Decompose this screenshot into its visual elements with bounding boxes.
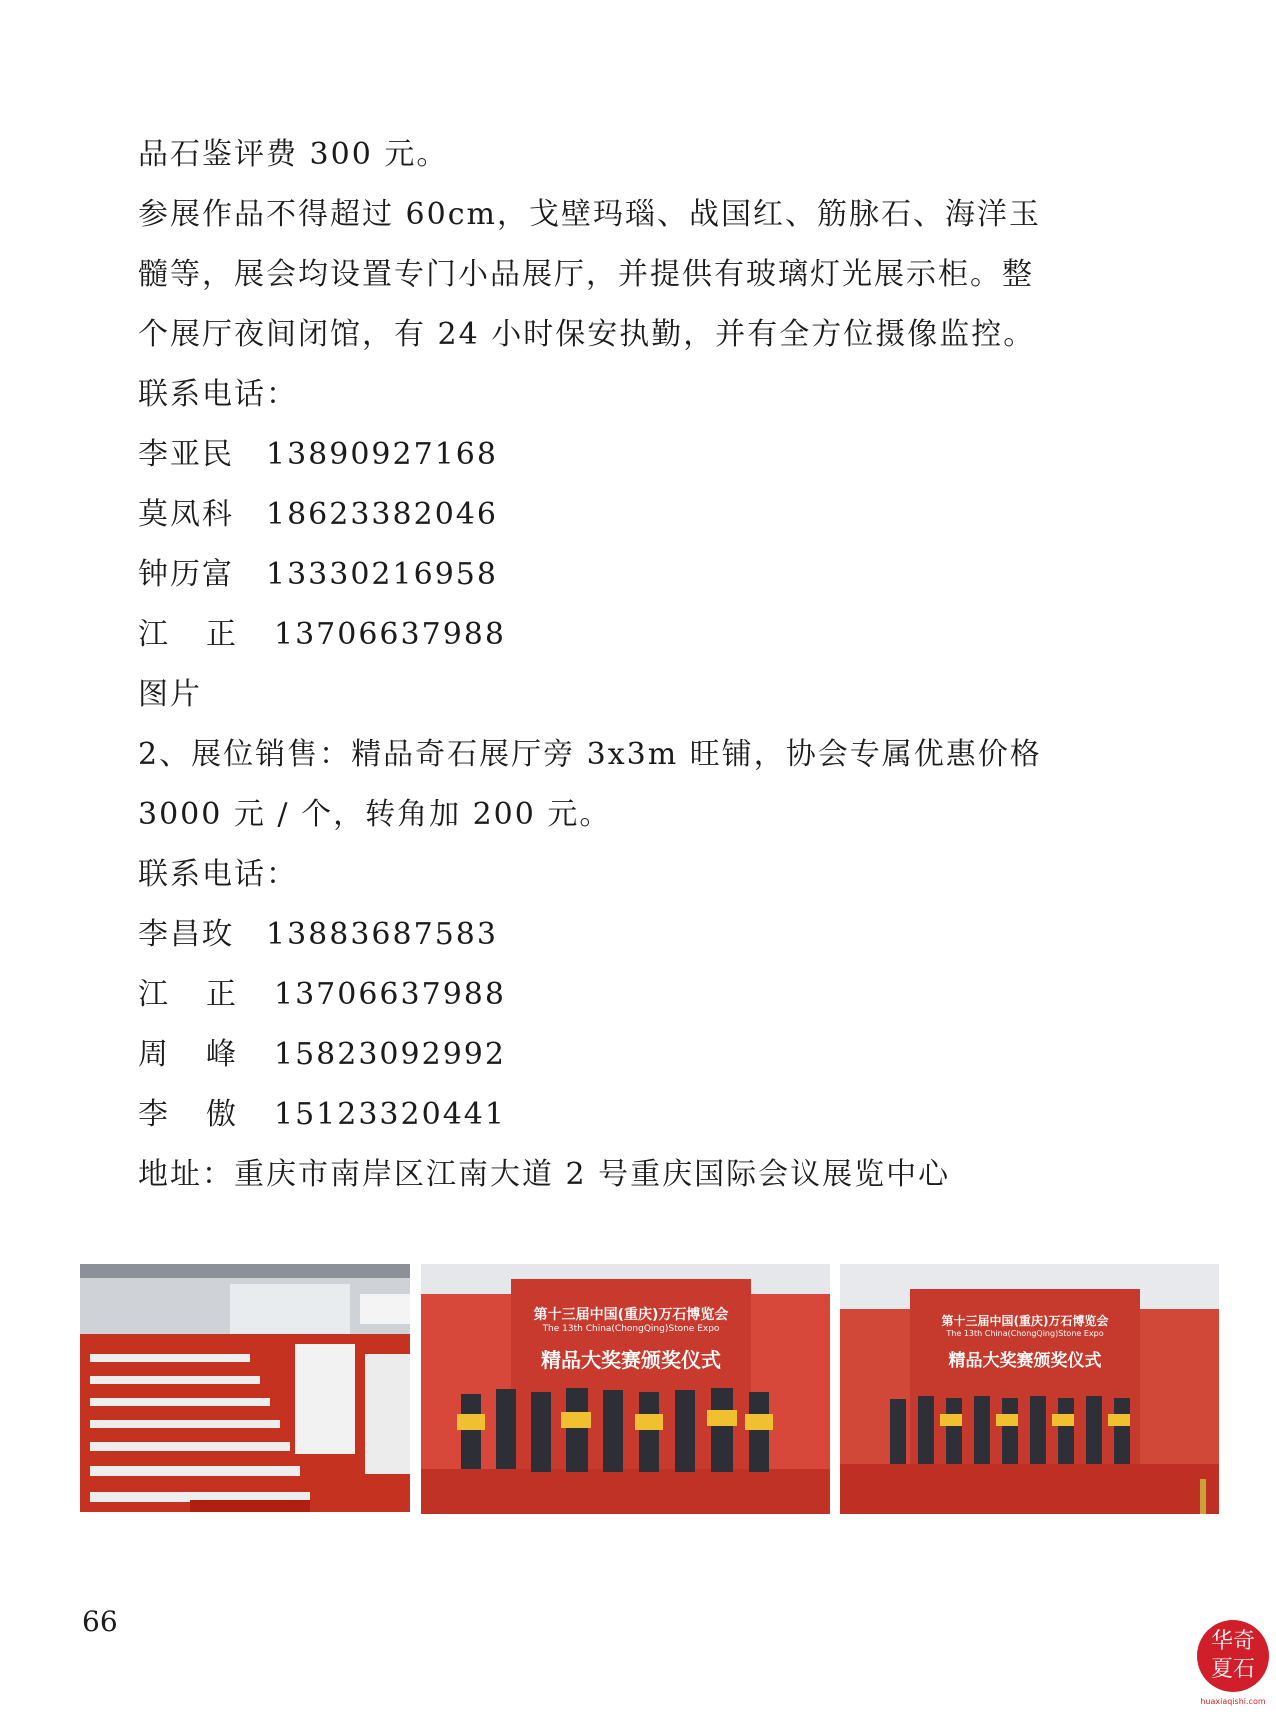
contact-row [138, 545, 1148, 605]
contact-name: 钟历富 [138, 557, 234, 592]
address: 地址：重庆市南岸区江南大道 2 号重庆国际会议展览中心 [138, 1157, 951, 1192]
contact-row [138, 425, 1148, 485]
paragraph-line: 髓等，展会均设置专门小品展厅，并提供有玻璃灯光展示柜。整 [138, 257, 1034, 292]
contact-name: 李亚民 [138, 437, 234, 472]
banner-subtitle: The 13th China(ChongQing)Stone Expo [542, 1324, 720, 1334]
contact-row [138, 905, 1148, 965]
banner-title: 第十三届中国(重庆)万石博览会 [941, 1314, 1109, 1328]
contact-name: 周 峰 [138, 1037, 240, 1072]
ceremony-title: 精品大奖赛颁奖仪式 [948, 1351, 1102, 1371]
contact-label: 联系电话： [138, 857, 298, 892]
contact-phone: 15123320441 [274, 1097, 506, 1132]
award-ceremony-photo [421, 1264, 830, 1514]
contact-name: 江 正 [138, 617, 240, 652]
contact-phone: 18623382046 [266, 497, 498, 532]
paragraph-line: 参展作品不得超过 60cm，戈壁玛瑙、战国红、筋脉石、海洋玉 [138, 197, 1041, 232]
contact-phone: 13330216958 [266, 557, 498, 592]
ceremony-title: 精品大奖赛颁奖仪式 [541, 1348, 721, 1372]
document-body [138, 125, 1148, 1205]
page-number: 66 [82, 1605, 118, 1638]
paragraph-line: 个展厅夜间闭馆，有 24 小时保安执勤，并有全方位摄像监控。 [138, 317, 1036, 352]
contact-phone: 13890927168 [266, 437, 498, 472]
contact-phone: 13706637988 [274, 617, 506, 652]
contact-row [138, 485, 1148, 545]
logo-text-bottom: 夏石 [1210, 1657, 1256, 1682]
exhibition-hall-photo [80, 1264, 410, 1512]
contact-phone: 13706637988 [274, 977, 506, 1012]
booth-line: 2、展位销售：精品奇石展厅旁 3x3m 旺铺，协会专属优惠价格 [138, 737, 1042, 772]
award-ceremony-photo [840, 1264, 1219, 1514]
booth-line: 3000 元 / 个，转角加 200 元。 [138, 797, 612, 832]
contact-row [138, 605, 1148, 665]
contact-name: 李 傲 [138, 1097, 240, 1132]
contact-row [138, 1025, 1148, 1085]
huaxia-qishi-logo [1194, 1612, 1272, 1708]
logo-url: huaxiaqishi.com [1200, 1697, 1266, 1706]
contact-row [138, 1085, 1148, 1145]
banner-subtitle: The 13th China(ChongQing)Stone Expo [946, 1329, 1104, 1338]
logo-text-top: 华奇 [1210, 1629, 1256, 1654]
banner-title: 第十三届中国(重庆)万石博览会 [533, 1307, 729, 1323]
contact-name: 李昌玫 [138, 917, 234, 952]
contact-label: 联系电话： [138, 377, 298, 412]
contact-name: 江 正 [138, 977, 240, 1012]
contact-row [138, 965, 1148, 1025]
image-label: 图片 [138, 677, 202, 712]
contact-phone: 13883687583 [266, 917, 498, 952]
contact-name: 莫凤科 [138, 497, 234, 532]
paragraph-line: 品石鉴评费 300 元。 [138, 137, 449, 172]
contact-phone: 15823092992 [274, 1037, 506, 1072]
